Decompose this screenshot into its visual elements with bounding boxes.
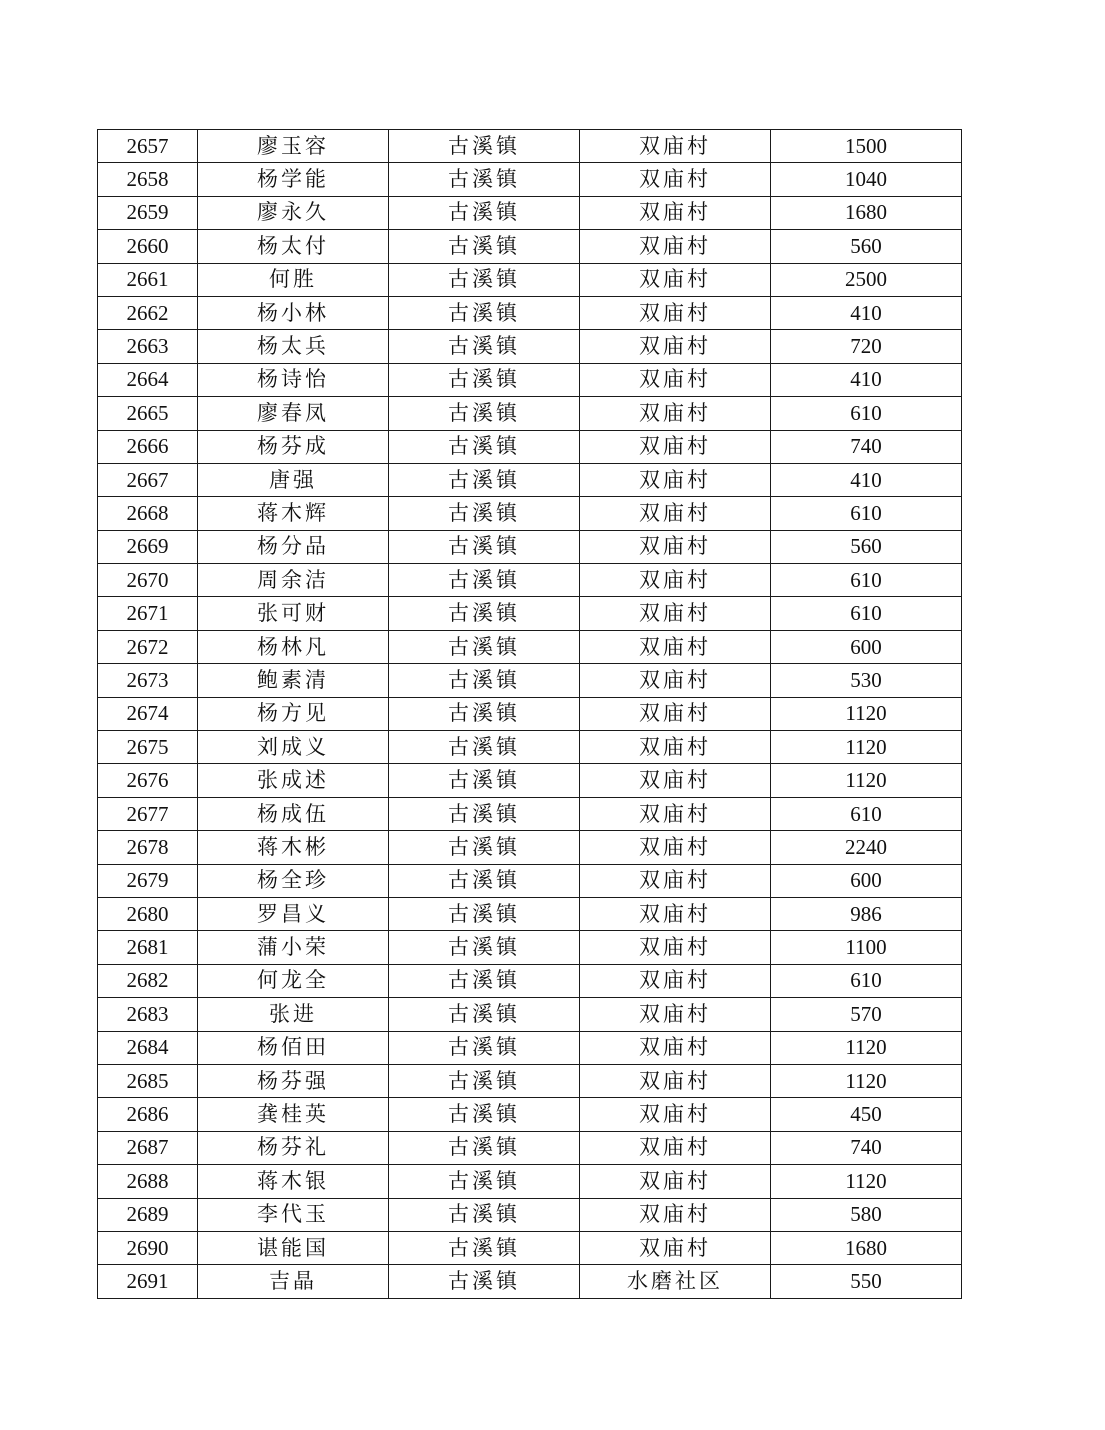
- cell-village: 双庙村: [580, 731, 771, 764]
- cell-village: 双庙村: [580, 430, 771, 463]
- cell-amount: 530: [771, 664, 962, 697]
- table-row: [98, 1098, 962, 1131]
- cell-id: 2675: [98, 731, 198, 764]
- table-row: [98, 964, 962, 997]
- cell-name: 张成述: [198, 764, 389, 797]
- cell-name: 杨太兵: [198, 330, 389, 363]
- cell-town: 古溪镇: [389, 463, 580, 496]
- cell-amount: 2500: [771, 263, 962, 296]
- cell-village: 双庙村: [580, 864, 771, 897]
- cell-town: 古溪镇: [389, 797, 580, 830]
- cell-amount: 610: [771, 964, 962, 997]
- cell-name: 杨芬强: [198, 1064, 389, 1097]
- cell-village: 双庙村: [580, 897, 771, 930]
- table-row: [98, 430, 962, 463]
- cell-town: 古溪镇: [389, 764, 580, 797]
- table-row: [98, 1165, 962, 1198]
- cell-name: 蒋木彬: [198, 831, 389, 864]
- cell-amount: 610: [771, 597, 962, 630]
- cell-town: 古溪镇: [389, 530, 580, 563]
- cell-id: 2673: [98, 664, 198, 697]
- table-row: [98, 130, 962, 163]
- cell-name: 杨芬礼: [198, 1131, 389, 1164]
- cell-amount: 570: [771, 998, 962, 1031]
- cell-amount: 560: [771, 230, 962, 263]
- cell-id: 2683: [98, 998, 198, 1031]
- cell-id: 2684: [98, 1031, 198, 1064]
- cell-village: 双庙村: [580, 797, 771, 830]
- cell-name: 杨芬成: [198, 430, 389, 463]
- cell-amount: 1120: [771, 697, 962, 730]
- cell-town: 古溪镇: [389, 296, 580, 329]
- data-table: [97, 129, 962, 1299]
- cell-amount: 740: [771, 1131, 962, 1164]
- cell-amount: 1120: [771, 731, 962, 764]
- cell-name: 蒋木辉: [198, 497, 389, 530]
- cell-town: 古溪镇: [389, 163, 580, 196]
- table-row: [98, 463, 962, 496]
- cell-town: 古溪镇: [389, 564, 580, 597]
- cell-id: 2682: [98, 964, 198, 997]
- cell-name: 杨佰田: [198, 1031, 389, 1064]
- cell-town: 古溪镇: [389, 664, 580, 697]
- cell-id: 2657: [98, 130, 198, 163]
- cell-village: 双庙村: [580, 1131, 771, 1164]
- cell-amount: 1100: [771, 931, 962, 964]
- cell-town: 古溪镇: [389, 731, 580, 764]
- cell-town: 古溪镇: [389, 964, 580, 997]
- table-row: [98, 530, 962, 563]
- cell-id: 2689: [98, 1198, 198, 1231]
- cell-id: 2690: [98, 1231, 198, 1264]
- table-row: [98, 1198, 962, 1231]
- cell-village: 双庙村: [580, 263, 771, 296]
- cell-amount: 2240: [771, 831, 962, 864]
- cell-town: 古溪镇: [389, 363, 580, 396]
- cell-village: 双庙村: [580, 998, 771, 1031]
- table-row: [98, 630, 962, 663]
- table-row: [98, 864, 962, 897]
- cell-village: 双庙村: [580, 630, 771, 663]
- cell-name: 张可财: [198, 597, 389, 630]
- cell-amount: 740: [771, 430, 962, 463]
- cell-village: 双庙村: [580, 964, 771, 997]
- cell-id: 2668: [98, 497, 198, 530]
- table-row: [98, 196, 962, 229]
- table-row: [98, 597, 962, 630]
- cell-name: 杨学能: [198, 163, 389, 196]
- cell-name: 杨林凡: [198, 630, 389, 663]
- cell-town: 古溪镇: [389, 630, 580, 663]
- cell-village: 双庙村: [580, 397, 771, 430]
- table-row: [98, 931, 962, 964]
- cell-village: 双庙村: [580, 330, 771, 363]
- cell-id: 2679: [98, 864, 198, 897]
- table-row: [98, 1031, 962, 1064]
- cell-id: 2688: [98, 1165, 198, 1198]
- cell-town: 古溪镇: [389, 831, 580, 864]
- cell-village: 双庙村: [580, 1198, 771, 1231]
- cell-name: 杨诗怡: [198, 363, 389, 396]
- table-row: [98, 263, 962, 296]
- cell-town: 古溪镇: [389, 230, 580, 263]
- cell-name: 龚桂英: [198, 1098, 389, 1131]
- cell-amount: 1500: [771, 130, 962, 163]
- cell-id: 2677: [98, 797, 198, 830]
- cell-id: 2680: [98, 897, 198, 930]
- table-row: [98, 163, 962, 196]
- cell-town: 古溪镇: [389, 497, 580, 530]
- table-row: [98, 230, 962, 263]
- cell-name: 鲍素清: [198, 664, 389, 697]
- cell-name: 杨小林: [198, 296, 389, 329]
- cell-name: 廖春凤: [198, 397, 389, 430]
- cell-id: 2687: [98, 1131, 198, 1164]
- cell-name: 杨全珍: [198, 864, 389, 897]
- table-row: [98, 330, 962, 363]
- cell-id: 2658: [98, 163, 198, 196]
- cell-amount: 410: [771, 296, 962, 329]
- table-row: [98, 897, 962, 930]
- cell-village: 双庙村: [580, 697, 771, 730]
- cell-amount: 1680: [771, 196, 962, 229]
- table-row: [98, 296, 962, 329]
- table-row: [98, 831, 962, 864]
- cell-name: 李代玉: [198, 1198, 389, 1231]
- cell-name: 刘成义: [198, 731, 389, 764]
- cell-name: 杨成伍: [198, 797, 389, 830]
- cell-town: 古溪镇: [389, 330, 580, 363]
- cell-town: 古溪镇: [389, 1064, 580, 1097]
- cell-town: 古溪镇: [389, 196, 580, 229]
- cell-id: 2670: [98, 564, 198, 597]
- cell-amount: 986: [771, 897, 962, 930]
- cell-village: 双庙村: [580, 831, 771, 864]
- cell-amount: 410: [771, 363, 962, 396]
- cell-amount: 1120: [771, 1031, 962, 1064]
- table-row: [98, 1231, 962, 1264]
- cell-town: 古溪镇: [389, 130, 580, 163]
- cell-village: 双庙村: [580, 764, 771, 797]
- cell-id: 2660: [98, 230, 198, 263]
- table-row: [98, 731, 962, 764]
- cell-name: 何胜: [198, 263, 389, 296]
- cell-id: 2671: [98, 597, 198, 630]
- cell-amount: 1040: [771, 163, 962, 196]
- cell-town: 古溪镇: [389, 1165, 580, 1198]
- cell-town: 古溪镇: [389, 1131, 580, 1164]
- cell-town: 古溪镇: [389, 430, 580, 463]
- cell-village: 双庙村: [580, 230, 771, 263]
- cell-amount: 610: [771, 497, 962, 530]
- table-row: [98, 1131, 962, 1164]
- cell-amount: 450: [771, 1098, 962, 1131]
- table-row: [98, 497, 962, 530]
- cell-amount: 1120: [771, 1165, 962, 1198]
- cell-town: 古溪镇: [389, 1198, 580, 1231]
- cell-amount: 1120: [771, 764, 962, 797]
- cell-id: 2665: [98, 397, 198, 430]
- table-row: [98, 564, 962, 597]
- cell-town: 古溪镇: [389, 1098, 580, 1131]
- cell-amount: 720: [771, 330, 962, 363]
- cell-town: 古溪镇: [389, 897, 580, 930]
- cell-amount: 610: [771, 397, 962, 430]
- cell-id: 2669: [98, 530, 198, 563]
- table-row: [98, 664, 962, 697]
- cell-village: 双庙村: [580, 1031, 771, 1064]
- cell-village: 双庙村: [580, 296, 771, 329]
- cell-amount: 1120: [771, 1064, 962, 1097]
- table-row: [98, 1265, 962, 1298]
- cell-village: 双庙村: [580, 163, 771, 196]
- cell-village: 双庙村: [580, 363, 771, 396]
- cell-town: 古溪镇: [389, 998, 580, 1031]
- cell-id: 2666: [98, 430, 198, 463]
- table-row: [98, 1064, 962, 1097]
- cell-id: 2662: [98, 296, 198, 329]
- cell-town: 古溪镇: [389, 1031, 580, 1064]
- cell-name: 廖玉容: [198, 130, 389, 163]
- cell-town: 古溪镇: [389, 697, 580, 730]
- cell-name: 蒋木银: [198, 1165, 389, 1198]
- table-body: [98, 130, 962, 1299]
- cell-village: 双庙村: [580, 931, 771, 964]
- cell-village: 双庙村: [580, 664, 771, 697]
- cell-id: 2672: [98, 630, 198, 663]
- cell-name: 杨太付: [198, 230, 389, 263]
- cell-amount: 610: [771, 564, 962, 597]
- cell-amount: 600: [771, 630, 962, 663]
- cell-name: 蒲小荣: [198, 931, 389, 964]
- cell-name: 周余洁: [198, 564, 389, 597]
- cell-amount: 410: [771, 463, 962, 496]
- table-row: [98, 998, 962, 1031]
- cell-village: 双庙村: [580, 530, 771, 563]
- cell-id: 2661: [98, 263, 198, 296]
- table-row: [98, 697, 962, 730]
- cell-id: 2685: [98, 1064, 198, 1097]
- table-row: [98, 797, 962, 830]
- cell-name: 杨方见: [198, 697, 389, 730]
- table-row: [98, 363, 962, 396]
- cell-id: 2663: [98, 330, 198, 363]
- cell-name: 张进: [198, 998, 389, 1031]
- cell-amount: 610: [771, 797, 962, 830]
- cell-village: 双庙村: [580, 564, 771, 597]
- cell-amount: 600: [771, 864, 962, 897]
- cell-town: 古溪镇: [389, 263, 580, 296]
- cell-amount: 580: [771, 1198, 962, 1231]
- cell-amount: 550: [771, 1265, 962, 1298]
- cell-village: 双庙村: [580, 1098, 771, 1131]
- cell-village: 双庙村: [580, 597, 771, 630]
- cell-id: 2676: [98, 764, 198, 797]
- cell-id: 2664: [98, 363, 198, 396]
- cell-village: 双庙村: [580, 1231, 771, 1264]
- cell-name: 杨分品: [198, 530, 389, 563]
- cell-id: 2686: [98, 1098, 198, 1131]
- cell-name: 谌能国: [198, 1231, 389, 1264]
- cell-village: 双庙村: [580, 1064, 771, 1097]
- cell-village: 双庙村: [580, 497, 771, 530]
- cell-id: 2678: [98, 831, 198, 864]
- cell-town: 古溪镇: [389, 1231, 580, 1264]
- cell-amount: 1680: [771, 1231, 962, 1264]
- cell-town: 古溪镇: [389, 597, 580, 630]
- cell-village: 水磨社区: [580, 1265, 771, 1298]
- cell-name: 廖永久: [198, 196, 389, 229]
- cell-name: 唐强: [198, 463, 389, 496]
- cell-id: 2667: [98, 463, 198, 496]
- cell-village: 双庙村: [580, 196, 771, 229]
- cell-town: 古溪镇: [389, 397, 580, 430]
- cell-id: 2674: [98, 697, 198, 730]
- cell-id: 2681: [98, 931, 198, 964]
- cell-village: 双庙村: [580, 130, 771, 163]
- table-row: [98, 397, 962, 430]
- cell-id: 2659: [98, 196, 198, 229]
- cell-village: 双庙村: [580, 463, 771, 496]
- cell-id: 2691: [98, 1265, 198, 1298]
- cell-village: 双庙村: [580, 1165, 771, 1198]
- table-row: [98, 764, 962, 797]
- cell-town: 古溪镇: [389, 1265, 580, 1298]
- cell-name: 罗昌义: [198, 897, 389, 930]
- cell-amount: 560: [771, 530, 962, 563]
- cell-town: 古溪镇: [389, 864, 580, 897]
- cell-name: 何龙全: [198, 964, 389, 997]
- cell-town: 古溪镇: [389, 931, 580, 964]
- cell-name: 吉晶: [198, 1265, 389, 1298]
